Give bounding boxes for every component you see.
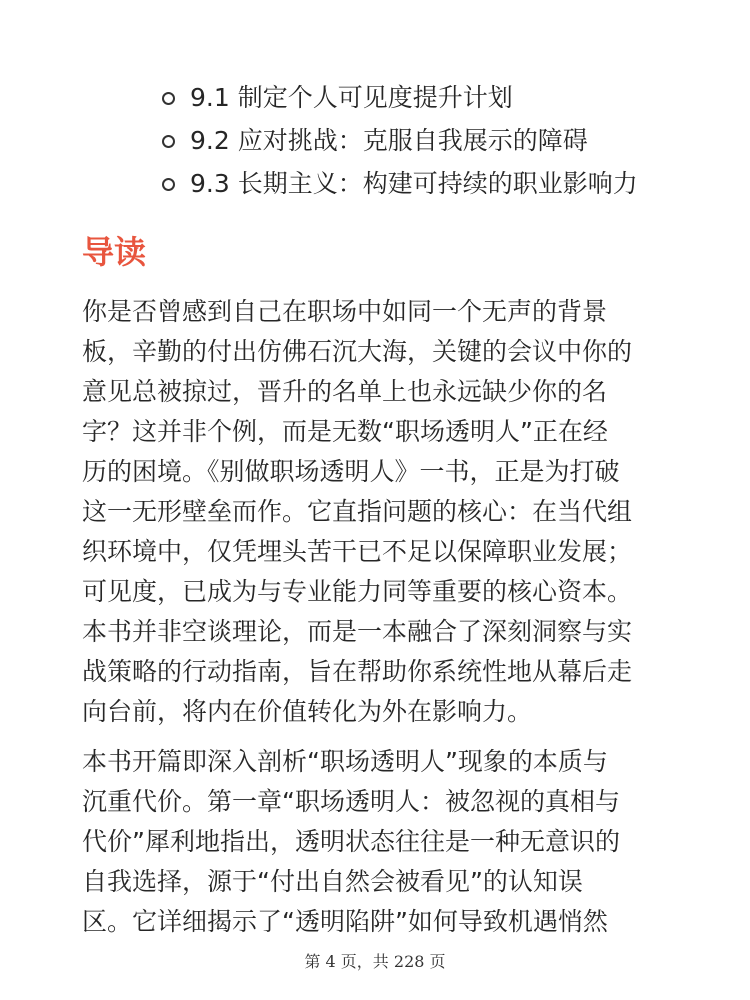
toc-sublist [162,76,638,205]
toc-subitem-text: 9.2 应对挑战：克服自我展示的障碍 [190,126,588,155]
paragraph-line: 你是否曾感到自己在职场中如同一个无声的背景 [82,297,608,326]
hollow-circle-bullet-icon [162,135,175,148]
hollow-circle-bullet-icon [162,92,175,105]
page-number-footer: 第 4 页，共 228 页 [304,952,446,971]
paragraph-line: 区。它详细揭示了“透明陷阱”如何导致机遇悄然 [82,907,608,936]
paragraph-line: 这一无形壁垒而作。它直指问题的核心：在当代组 [82,497,633,526]
paragraph-line: 自我选择，源于“付出自然会被看见”的认知误 [82,867,583,896]
paragraph-line: 历的困境。《别做职场透明人》一书，正是为打破 [82,457,620,486]
toc-subitem-text: 9.1 制定个人可见度提升计划 [190,83,513,112]
body-paragraph [82,742,682,942]
paragraph-line: 织环境中，仅凭埋头苦干已不足以保障职业发展； [82,537,633,566]
paragraph-line: 代价”犀利地指出，透明状态往往是一种无意识的 [82,827,620,856]
hollow-circle-bullet-icon [162,178,175,191]
toc-subitem [162,76,638,119]
toc-subitem-text: 9.3 长期主义：构建可持续的职业影响力 [190,169,638,198]
toc-subitem [162,119,638,162]
paragraph-line: 可见度，已成为与专业能力同等重要的核心资本。 [82,577,633,606]
paragraph-line: 本书开篇即深入剖析“职场透明人”现象的本质与 [82,747,608,776]
section-heading: 导读 [82,233,147,271]
paragraph-line: 战策略的行动指南，旨在帮助你系统性地从幕后走 [82,657,633,686]
paragraph-line: 字？这并非个例，而是无数“职场透明人”正在经 [82,417,608,446]
paragraph-line: 板，辛勤的付出仿佛石沉大海，关键的会议中你的 [82,337,633,366]
paragraph-line: 本书并非空谈理论，而是一本融合了深刻洞察与实 [82,617,633,646]
paragraph-line: 向台前，将内在价值转化为外在影响力。 [82,697,533,726]
body-paragraph [82,292,682,732]
paragraph-line: 意见总被掠过，晋升的名单上也永远缺少你的名 [82,377,608,406]
paragraph-line: 沉重代价。第一章“职场透明人：被忽视的真相与 [82,787,620,816]
toc-subitem [162,162,638,205]
